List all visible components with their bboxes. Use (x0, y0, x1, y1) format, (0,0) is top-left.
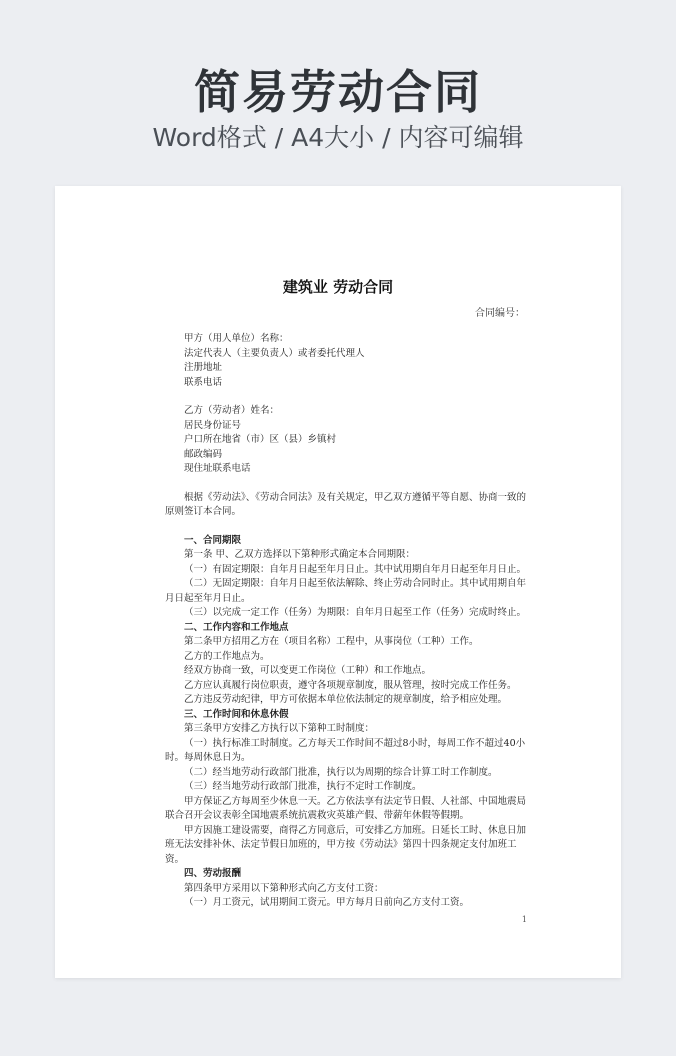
banner-title: 简易劳动合同 (194, 65, 482, 119)
section-heading: 四、劳动报酬 (184, 868, 242, 879)
document-body (165, 332, 531, 911)
clause-line: 第一条 甲、乙双方选择以下第种形式确定本合同期限： (184, 549, 416, 560)
clause-line: （一）执行标准工时制度。乙方每天工作时间不超过8小时，每周工作不超过40小时。每周休息日为。 (165, 737, 526, 763)
clause-line: （一）月工资元，试用期间工资元。甲方每月日前向乙方支付工资。 (184, 897, 470, 908)
section-working-hours (165, 708, 531, 868)
clause-line: 乙方违反劳动纪律，甲方可依据本单位依法制定的规章制度，给予相应处理。 (184, 694, 508, 705)
clause-line: （一）有固定期限：自年月日起至年月日止。其中试用期自年月日起至年月日止。 (184, 563, 527, 575)
banner-subtitle: Word格式 / A4大小 / 内容可编辑 (152, 123, 524, 152)
party-a-line: 联系电话 (184, 376, 223, 388)
clause-line: 甲方因施工建设需要，商得乙方同意后，可安排乙方加班。日延长工时、休息日加班无法安排补休、法定节假日加班的，甲方按《劳动法》第四十四条规定支付加班工资。 (165, 824, 527, 865)
section-contract-term (165, 534, 531, 621)
clause-line: 第三条甲方安排乙方执行以下第种工时制度： (184, 723, 375, 734)
party-a-block (165, 332, 531, 390)
clause-line: （三）以完成一定工作（任务）为期限：自年月日起至工作（任务）完成时终止。 (184, 607, 527, 618)
clause-line: （二）经当地劳动行政部门批准，执行以为周期的综合计算工时工作制度。 (184, 766, 498, 778)
document-page (55, 186, 621, 978)
clause-line: 第四条甲方采用以下第种形式向乙方支付工资： (184, 882, 384, 894)
section-heading: 二、工作内容和工作地点 (184, 621, 289, 633)
clause-line: 乙方的工作地点为。 (184, 650, 270, 662)
preamble-paragraph: 根据《劳动法》、《劳动合同法》及有关规定，甲乙双方遵循平等自愿、协商一致的原则签订本合同。 (165, 491, 527, 517)
party-b-block (165, 404, 531, 477)
party-a-line: 法定代表人（主要负责人）或者委托代理人 (184, 347, 365, 359)
party-b-line: 户口所在地省（市）区（县）乡镇村 (184, 434, 337, 445)
party-b-line: 邮政编码 (184, 448, 223, 460)
party-b-line: 现住址联系电话 (184, 463, 251, 474)
clause-line: 第二条甲方招用乙方在（项目名称）工程中，从事岗位（工种）工作。 (184, 636, 479, 647)
clause-line: （三）经当地劳动行政部门批准，执行不定时工作制度。 (184, 781, 422, 792)
page-number: 1 (521, 915, 527, 924)
clause-line: 乙方应认真履行岗位职责，遵守各项规章制度，服从管理，按时完成工作任务。 (184, 679, 517, 691)
section-heading: 一、合同期限 (184, 534, 242, 546)
document-title: 建筑业 劳动合同 (282, 278, 394, 296)
clause-line: 甲方保证乙方每周至少休息一天。乙方依法享有法定节日假、人社部、中国地震局联合召开会议表彰全国地震系统抗震救灾英雄产假、带薪年休假等假期。 (165, 795, 527, 821)
clause-line: （二）无固定期限：自年月日起至依法解除、终止劳动合同时止。其中试用期自年月日起至年月日止。 (165, 578, 527, 604)
party-b-line: 乙方（劳动者）姓名： (184, 405, 280, 416)
party-b-line: 居民身份证号 (184, 419, 242, 431)
party-a-line: 甲方（用人单位）名称： (184, 333, 289, 344)
section-work-content (165, 621, 531, 708)
section-remuneration (165, 867, 531, 911)
party-a-line: 注册地址 (184, 362, 223, 373)
section-heading: 三、工作时间和休息休假 (184, 708, 289, 720)
clause-line: 经双方协商一致，可以变更工作岗位（工种）和工作地点。 (184, 665, 432, 676)
contract-number-label: 合同编号： (475, 308, 525, 319)
